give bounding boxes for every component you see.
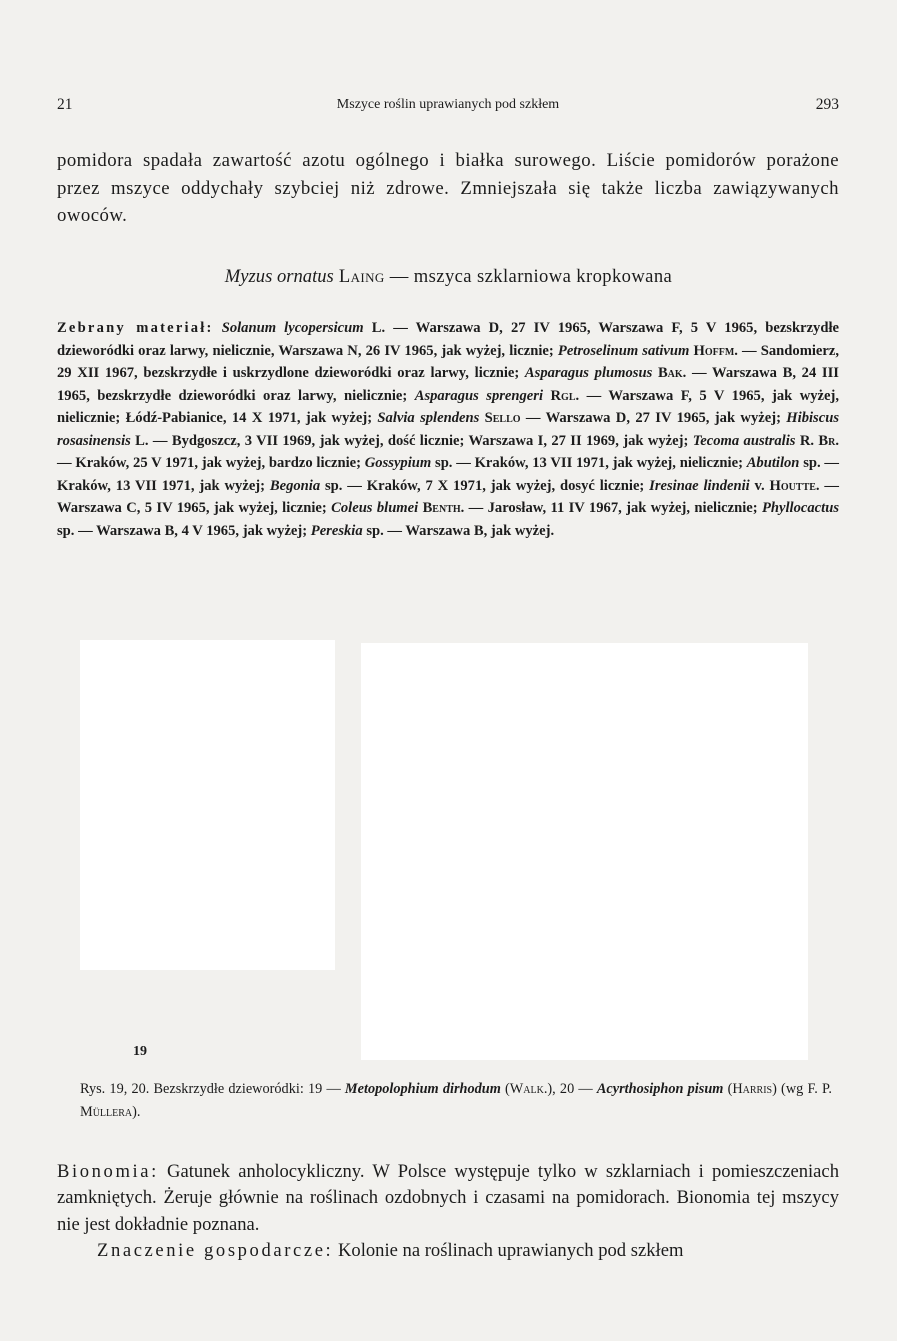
collected-text: sp. — Warszawa B, 4 V 1965, jak wyżej; <box>57 522 311 539</box>
collected-text: sp. — Warszawa B, jak wyżej. <box>362 522 555 539</box>
figure-20-image <box>361 643 808 1060</box>
collected-author: Rgl. <box>550 387 580 404</box>
collected-material-label: Zebrany materiał: <box>57 320 214 336</box>
collected-taxon: Solanum lycopersicum <box>221 320 364 336</box>
collected-taxon: Begonia <box>269 477 321 494</box>
intro-paragraph: pomidora spadała zawartość azotu ogólnego i białka surowego. Liście pomidorów porażone przez mszyce oddychały szybciej niż zdrowe. Zmniejszała się także liczba zawiązywanych owoców. <box>57 150 839 227</box>
collected-author: Hoffm. <box>693 342 738 359</box>
collected-taxon: Coleus blumei <box>331 500 419 516</box>
collected-taxon: Iresinae lindenii <box>649 477 750 494</box>
collected-taxon: Hibiscus rosasinensis <box>57 410 840 449</box>
species-name: Myzus ornatus <box>224 266 334 287</box>
collected-taxon: Gossypium <box>364 455 432 471</box>
collected-text: sp. — Kraków, 7 X 1971, jak wyżej, dosyć licznie; <box>320 477 650 494</box>
species-heading <box>0 266 897 288</box>
znaczenie-paragraph <box>57 1238 839 1264</box>
collected-material-paragraph <box>57 317 839 542</box>
collected-text: — Warszawa B, 24 III 1965, bezskrzydłe dzieworódki oraz larwy, nielicznie; <box>57 365 839 404</box>
caption-text: ( <box>500 1081 510 1097</box>
figure-19-label: 19 <box>133 1044 147 1059</box>
collected-text: L. — Warszawa D, 27 IV 1965, Warszawa F, 5 V 1965, bezskrzydłe dzieworódki oraz larwy, nielicznie, Warszawa N, 26 IV 1965, jak wyżej, licznie; <box>57 320 839 359</box>
page-number-right: 293 <box>815 96 839 113</box>
caption-author: Walk. <box>509 1081 548 1097</box>
running-header <box>57 96 839 116</box>
collected-taxon: Asparagus plumosus <box>524 365 653 381</box>
collected-text: — Kraków, 25 V 1971, jak wyżej, bardzo licznie; <box>57 455 365 471</box>
running-title: Mszyce roślin uprawianych pod szkłem <box>336 97 560 112</box>
collected-text: sp. — Kraków, 13 VII 1971, jak wyżej; <box>57 455 840 494</box>
caption-taxon: Acyrthosiphon pisum <box>596 1081 724 1097</box>
collected-material-text <box>57 320 839 539</box>
caption-text <box>80 1081 832 1120</box>
page-number-left: 21 <box>57 96 73 113</box>
bionomia-paragraph <box>57 1159 839 1238</box>
collected-taxon: Abutilon <box>746 455 800 471</box>
collected-taxon: Salvia splendens <box>377 410 480 426</box>
caption-text: ( <box>723 1081 733 1097</box>
collected-taxon: Asparagus sprengeri <box>414 387 544 404</box>
bionomia-text: Gatunek anholocykliczny. W Polsce występuje tylko w szklarniach i pomieszczeniach zamkniętych. Żeruje głównie na roślinach ozdobnych i czasami na pomidorach. Bionomia tej mszycy nie jest dokładnie poznana. <box>57 1161 839 1235</box>
collected-text: v. <box>749 477 770 494</box>
collected-text: — Warszawa D, 27 IV 1965, jak wyżej; <box>520 410 787 426</box>
collected-author: Benth. <box>422 500 465 516</box>
collected-taxon: Tecoma australis <box>692 432 796 449</box>
collected-text <box>543 388 550 404</box>
caption-taxon: Metopolophium dirhodum <box>344 1081 501 1097</box>
znaczenie-label: Znaczenie gospodarcze: <box>97 1240 334 1262</box>
caption-author: Müllera <box>80 1103 133 1120</box>
species-common-name: — mszyca szklarniowa kropkowana <box>384 266 673 287</box>
caption-text: ). <box>132 1103 141 1120</box>
collected-text: — Warszawa C, 5 IV 1965, jak wyżej, licznie; <box>57 477 840 516</box>
collected-text: sp. — Kraków, 13 VII 1971, jak wyżej, nielicznie; <box>431 455 747 471</box>
collected-text: L. — Bydgoszcz, 3 VII 1969, jak wyżej, dość licznie; Warszawa I, 27 II 1969, jak wyżej; <box>130 432 693 449</box>
collected-author: Br. <box>818 432 839 449</box>
caption-text: ), 20 — <box>547 1081 597 1097</box>
collected-taxon: Pereskia <box>310 522 363 539</box>
figure-19-image <box>80 640 335 970</box>
collected-text: — Jarosław, 11 IV 1967, jak wyżej, nielicznie; <box>464 500 762 516</box>
collected-taxon: Phyllocactus <box>761 500 840 516</box>
collected-text: — Warszawa F, 5 V 1965, jak wyżej, nielicznie; Łódź-Pabianice, 14 X 1971, jak wyżej; <box>57 387 840 426</box>
bionomia-label: Bionomia: <box>57 1161 159 1182</box>
caption-text: ) (wg F. P. <box>772 1081 832 1097</box>
bionomia-section <box>57 1159 839 1265</box>
collected-text: R. <box>795 432 819 449</box>
species-author: Laing <box>338 266 385 287</box>
znaczenie-text: Kolonie na roślinach uprawianych pod szkłem <box>333 1240 684 1262</box>
caption-text: Rys. 19, 20. Bezskrzydłe dzieworódki: 19 — <box>80 1081 345 1097</box>
collected-text <box>214 320 222 336</box>
collected-author: Houtte. <box>769 477 820 494</box>
collected-taxon: Petroselinum sativum <box>557 342 690 359</box>
collected-author: Sello <box>484 410 521 426</box>
figure-caption <box>80 1078 832 1123</box>
collected-author: Bak. <box>657 365 687 381</box>
caption-author: Harris <box>732 1081 773 1097</box>
collected-text: — Sandomierz, 29 XII 1967, bezskrzydłe i uskrzydlone dzieworódki oraz larwy, licznie; <box>57 342 839 381</box>
